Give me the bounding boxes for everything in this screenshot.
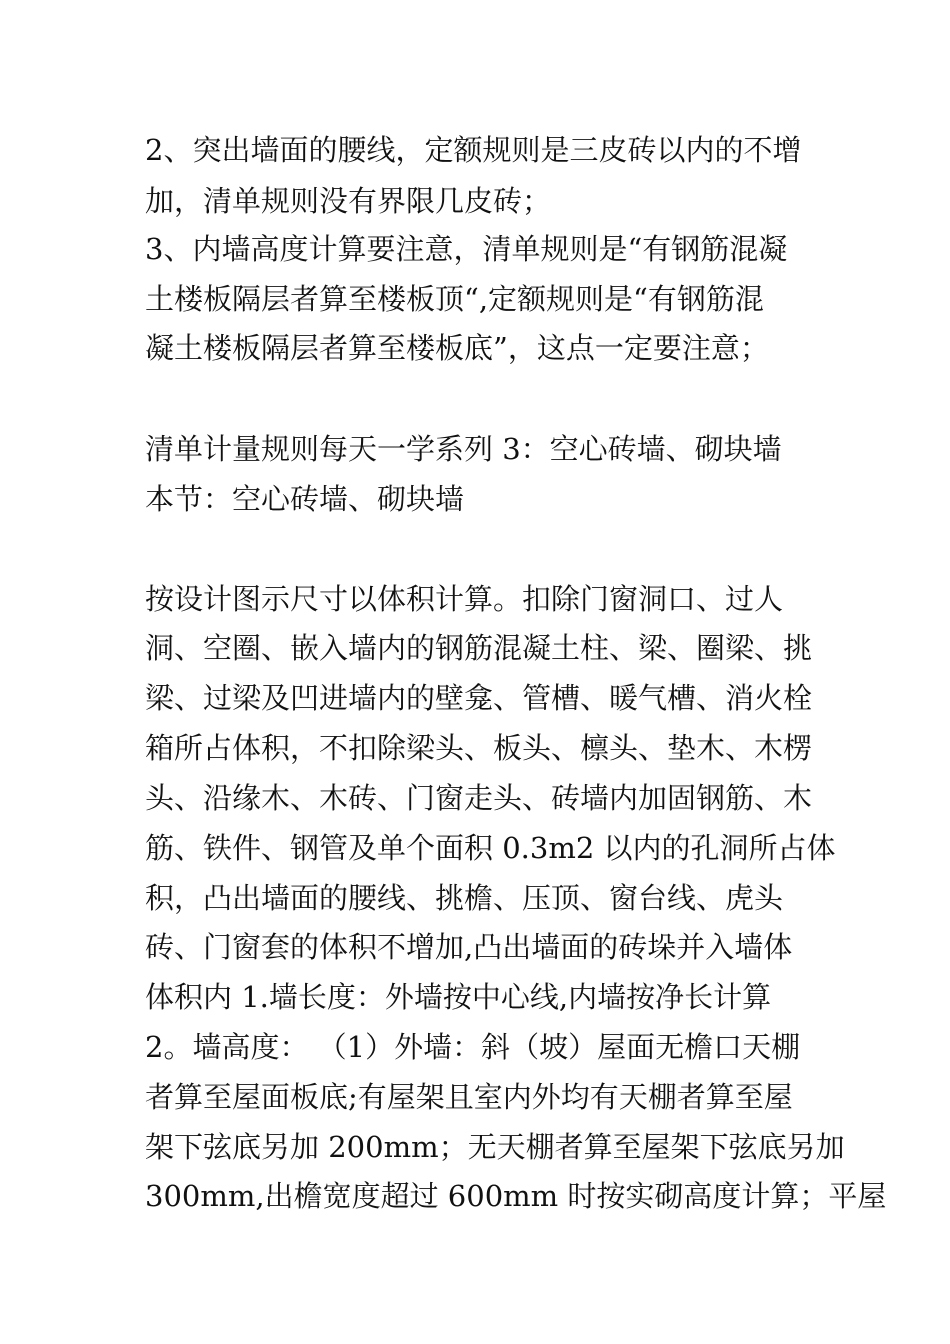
paragraph-1-line-2: 加，清单规则没有界限几皮砖；: [145, 184, 552, 218]
body-line-1: 按设计图示尺寸以体积计算。扣除门窗洞口、过人: [145, 582, 784, 616]
body-line-6: 筋、铁件、钢管及单个面积 0.3m2 以内的孔洞所占体: [145, 831, 836, 865]
paragraph-2-line-1: 3、内墙高度计算要注意，清单规则是“有钢筋混凝: [145, 232, 788, 266]
body-line-3: 梁、过梁及凹进墙内的壁龛、管槽、暖气槽、消火栓: [145, 681, 813, 715]
body-line-13: 300mm,出檐宽度超过 600mm 时按实砌高度计算；平屋: [145, 1179, 887, 1213]
paragraph-2-line-3: 凝土楼板隔层者算至楼板底”，这点一定要注意；: [145, 331, 769, 365]
body-line-7: 积，凸出墙面的腰线、挑檐、压顶、窗台线、虎头: [145, 881, 784, 915]
body-line-10: 2。墙高度： （1）外墙：斜（坡）屋面无檐口天棚: [145, 1030, 801, 1064]
paragraph-1-line-1: 2、突出墙面的腰线，定额规则是三皮砖以内的不增: [145, 133, 802, 167]
paragraph-2-line-2: 土楼板隔层者算至楼板顶“,定额规则是“有钢筋混: [145, 282, 764, 316]
body-line-12: 架下弦底另加 200mm；无天棚者算至屋架下弦底另加: [145, 1130, 845, 1164]
body-line-2: 洞、空圈、嵌入墙内的钢筋混凝土柱、梁、圈梁、挑: [145, 631, 813, 665]
body-line-8: 砖、门窗套的体积不增加,凸出墙面的砖垛并入墙体: [145, 930, 793, 964]
body-line-11: 者算至屋面板底;有屋架且室内外均有天棚者算至屋: [145, 1080, 793, 1114]
body-line-5: 头、沿缘木、木砖、门窗走头、砖墙内加固钢筋、木: [145, 781, 813, 815]
series-title: 清单计量规则每天一学系列 3：空心砖墙、砌块墙: [145, 432, 782, 466]
body-line-9: 体积内 1.墙长度：外墙按中心线,内墙按净长计算: [145, 980, 772, 1014]
section-label: 本节：空心砖墙、砌块墙: [145, 482, 465, 516]
body-line-4: 箱所占体积，不扣除梁头、板头、檩头、垫木、木楞: [145, 731, 813, 765]
